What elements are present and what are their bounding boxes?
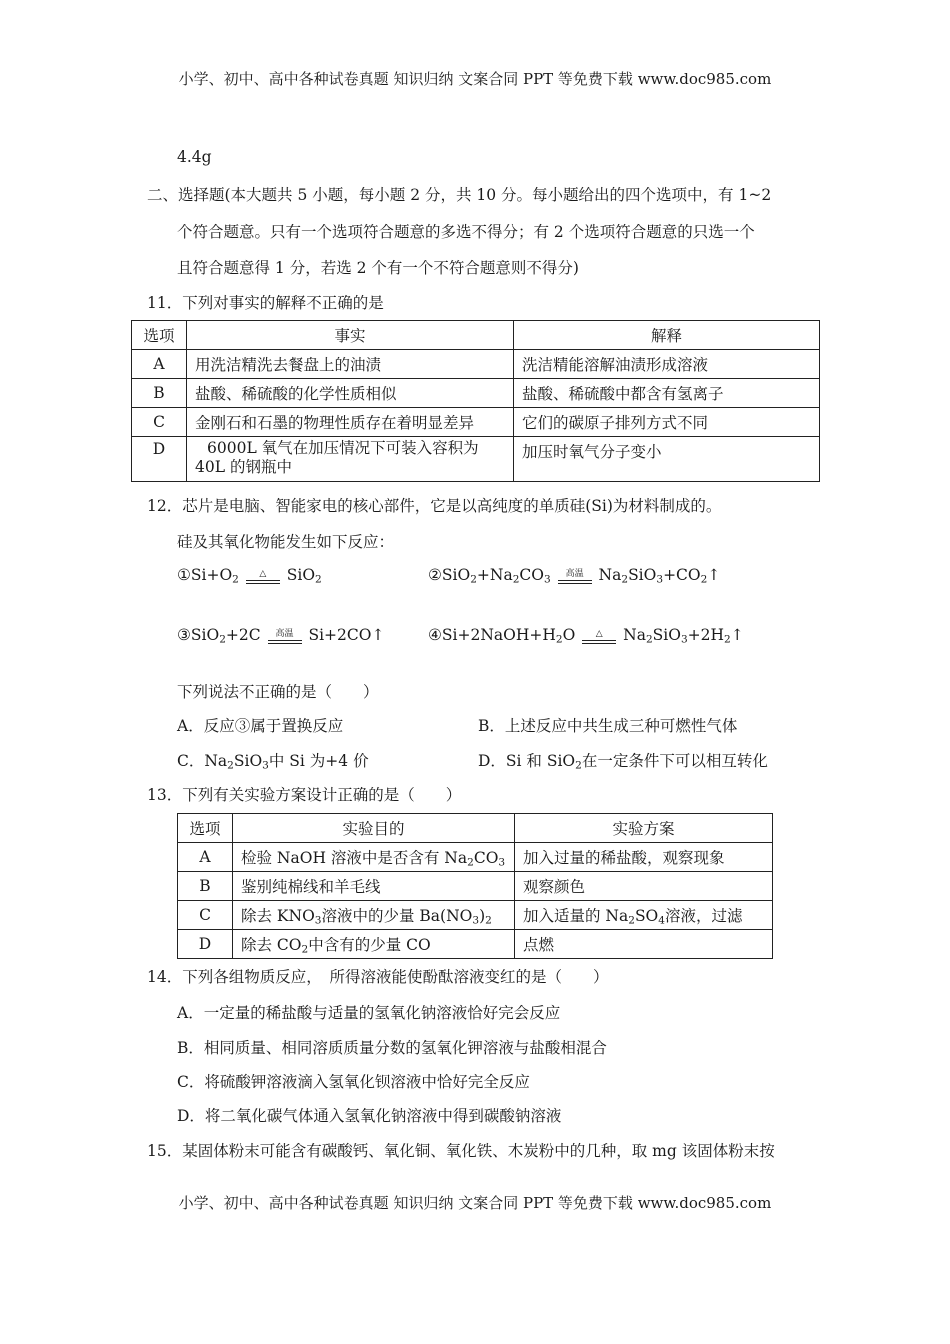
plan-cell: 加入适量的 $Na_2SO_4$溶液，过滤 [515, 901, 773, 930]
previous-answer: 4.4g [177, 148, 212, 166]
reaction-2: $②SiO_2+Na_2CO_3$ 高温 $Na_2SiO_3+CO_2↑$ [428, 566, 721, 586]
fact-line: 6000L 氧气在加压情况下可装入容积为 [207, 439, 479, 457]
option-cell: D [178, 930, 233, 959]
plan-cell: 点燃 [515, 930, 773, 959]
q12-option-c[interactable]: C．$Na_2SiO_3$中 Si 为+4 价 [177, 752, 369, 772]
table-header-row [132, 321, 820, 350]
reaction-1: $①Si+O_2$ △ SiO$_2$ [177, 566, 322, 586]
explain-cell: 洗洁精能溶解油渍形成溶液 [514, 350, 820, 379]
table-header: 事实 [187, 321, 514, 350]
fact-line: 40L 的钢瓶中 [195, 458, 292, 476]
q11-table [131, 320, 820, 482]
q12-option-b[interactable]: B．上述反应中共生成三种可燃性气体 [478, 717, 738, 735]
reaction-4: $④Si+2NaOH+H_2O$ △ $Na_2SiO_3+2H_2↑$ [428, 626, 744, 646]
option-cell: C [178, 901, 233, 930]
fact-cell: 盐酸、稀硫酸的化学性质相似 [187, 379, 514, 408]
gas-arrow-icon: ↑ [730, 626, 744, 644]
high-temp-condition: 高温 [268, 629, 302, 644]
goal-cell: 除去 $KNO_3$溶液中的少量 $Ba(NO_3)_2$ [233, 901, 515, 930]
q11-stem: 11．下列对事实的解释不正确的是 [147, 294, 384, 312]
page-footer: 小学、初中、高中各种试卷真题 知识归纳 文案合同 PPT 等免费下载 www.doc985.com [178, 1194, 772, 1212]
q14-option-d[interactable]: D．将二氧化碳气体通入氢氧化钠溶液中得到碳酸钠溶液 [177, 1107, 562, 1125]
q12-option-d[interactable]: D．Si 和 SiO$_2$在一定条件下可以相互转化 [478, 752, 768, 772]
table-header: 选项 [178, 814, 233, 843]
option-cell: A [178, 843, 233, 872]
table-header-row [178, 814, 773, 843]
q12-question: 下列说法不正确的是（ ） [177, 683, 379, 701]
table-row [132, 379, 820, 408]
page-header: 小学、初中、高中各种试卷真题 知识归纳 文案合同 PPT 等免费下载 www.doc985.com [178, 70, 772, 88]
table-header: 解释 [514, 321, 820, 350]
explain-cell: 加压时氧气分子变小 [514, 437, 820, 482]
fact-cell [187, 437, 514, 482]
q12-stem: 12．芯片是电脑、智能家电的核心部件，它是以高纯度的单质硅(Si)为材料制成的。 [147, 497, 722, 515]
gas-arrow-icon: ↑ [371, 626, 385, 644]
table-row [178, 930, 773, 959]
q13-stem: 13．下列有关实验方案设计正确的是（ ） [147, 786, 462, 804]
table-row [178, 843, 773, 872]
section-instructions-line3: 且符合题意得 1 分，若选 2 个有一个不符合题意则不得分) [177, 259, 579, 277]
section-title: 二、选择题(本大题共 5 小题，每小题 2 分，共 10 分。每小题给出的四个选项中，有 1~2 [147, 186, 772, 204]
q14-stem: 14．下列各组物质反应， 所得溶液能使酚酞溶液变红的是（ ） [147, 968, 609, 986]
option-cell: B [132, 379, 187, 408]
option-cell: A [132, 350, 187, 379]
table-header: 实验目的 [233, 814, 515, 843]
explain-cell: 它们的碳原子排列方式不同 [514, 408, 820, 437]
table-row [132, 408, 820, 437]
heat-condition: △ [582, 629, 616, 644]
table-row [178, 872, 773, 901]
option-cell: B [178, 872, 233, 901]
q12-option-a[interactable]: A．反应③属于置换反应 [177, 717, 344, 735]
q15-stem: 15．某固体粉末可能含有碳酸钙、氧化铜、氧化铁、木炭粉中的几种，取 mg 该固体粉末按 [147, 1142, 775, 1160]
table-row [178, 901, 773, 930]
table-header: 选项 [132, 321, 187, 350]
plan-cell: 观察颜色 [515, 872, 773, 901]
goal-cell: 鉴别纯棉线和羊毛线 [233, 872, 515, 901]
table-row [132, 350, 820, 379]
goal-cell: 检验 NaOH 溶液中是否含有 $Na_2CO_3$ [233, 843, 515, 872]
fact-cell: 金刚石和石墨的物理性质存在着明显差异 [187, 408, 514, 437]
option-cell: D [132, 437, 187, 482]
q14-option-a[interactable]: A．一定量的稀盐酸与适量的氢氧化钠溶液恰好完会反应 [177, 1004, 561, 1022]
table-header: 实验方案 [515, 814, 773, 843]
reaction-3: ③SiO$_2$+2C 高温 Si+2CO↑ [177, 626, 385, 646]
gas-arrow-icon: ↑ [707, 566, 721, 584]
option-cell: C [132, 408, 187, 437]
high-temp-condition: 高温 [558, 569, 592, 584]
q14-option-c[interactable]: C．将硫酸钾溶液滴入氢氧化钡溶液中恰好完全反应 [177, 1073, 530, 1091]
heat-condition: △ [246, 569, 280, 584]
explain-cell: 盐酸、稀硫酸中都含有氢离子 [514, 379, 820, 408]
section-instructions-line2: 个符合题意。只有一个选项符合题意的多选不得分；有 2 个选项符合题意的只选一个 [177, 223, 755, 241]
table-row [132, 437, 820, 482]
q12-intro: 硅及其氧化物能发生如下反应： [177, 533, 395, 551]
plan-cell: 加入过量的稀盐酸，观察现象 [515, 843, 773, 872]
q14-option-b[interactable]: B．相同质量、相同溶质质量分数的氢氧化钾溶液与盐酸相混合 [177, 1039, 607, 1057]
fact-cell: 用洗洁精洗去餐盘上的油渍 [187, 350, 514, 379]
goal-cell: 除去 $CO_2$中含有的少量 CO [233, 930, 515, 959]
q13-table [177, 813, 773, 959]
